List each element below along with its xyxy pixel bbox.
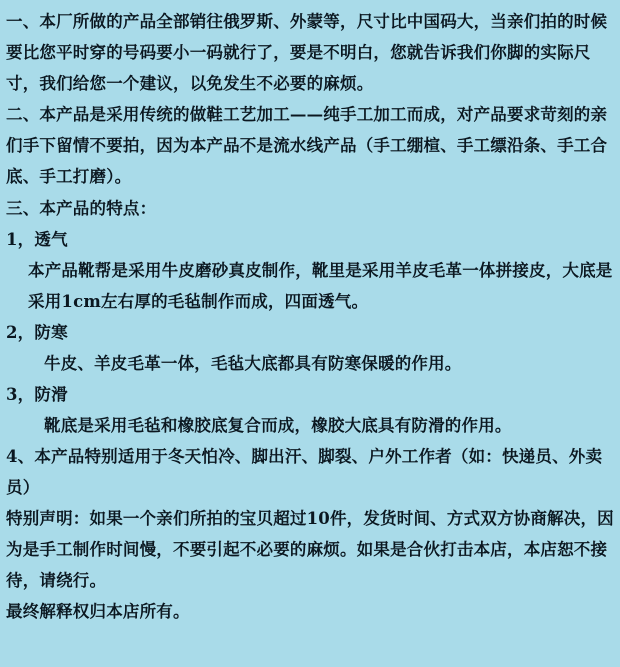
feature-3-text: 靴底是采用毛毡和橡胶底复合而成，橡胶大底具有防滑的作用。 (44, 416, 512, 435)
paragraph-2: 二、本产品是采用传统的做鞋工艺加工——纯手工加工而成，对产品要求苛刻的亲们手下留情不要拍，因为本产品不是流水线产品（手工绷楦、手工缥沿条、手工合底、手工打磨）。 (6, 105, 608, 186)
paragraph-1: 一、本厂所做的产品全部销往俄罗斯、外蒙等，尺寸比中国码大，当亲们拍的时候要比您平时穿的号码要小一码就行了，要是不明白，您就告诉我们你脚的实际尺寸，我们给您一个建议，以免发生不必要的麻烦。 (6, 12, 608, 93)
feature-2-title: 2，防寒 (6, 323, 68, 342)
feature-2-text: 牛皮、羊皮毛革一体，毛毡大底都具有防寒保暖的作用。 (44, 354, 462, 373)
feature-3-title: 3，防滑 (6, 385, 68, 404)
special-notice: 特别声明：如果一个亲们所拍的宝贝超过10件，发货时间、方式双方协商解决，因为是手工制作时间慢，不要引起不必要的麻烦。如果是合伙打击本店，本店恕不接待，请绕行。 (6, 509, 614, 590)
section-heading: 三、本产品的特点： (6, 199, 157, 218)
final-statement: 最终解释权归本店所有。 (6, 602, 190, 621)
feature-1-title: 1，透气 (6, 230, 68, 249)
feature-1-text: 本产品靴帮是采用牛皮磨砂真皮制作，靴里是采用羊皮毛革一体拼接皮，大底是采用1cm左右厚的毛毡制作而成，四面透气。 (28, 261, 613, 311)
paragraph-4: 4、本产品特别适用于冬天怕冷、脚出汗、脚裂、户外工作者（如：快递员、外卖员） (6, 447, 603, 497)
